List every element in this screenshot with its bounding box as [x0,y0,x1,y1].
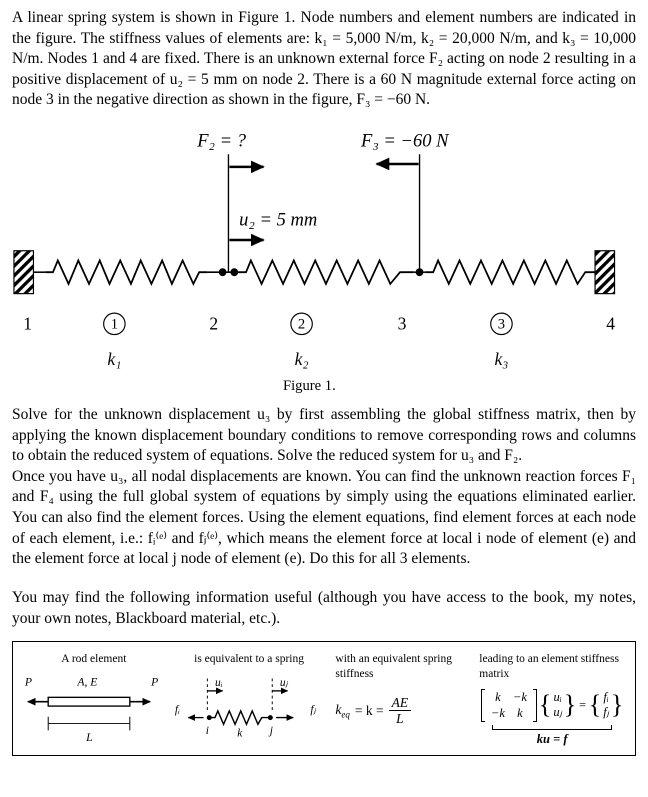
matrix-cell-12: −k [512,689,527,704]
fraction-numerator: AE [389,695,412,712]
stiffness-formula [335,695,467,727]
node-i-dot [207,715,212,720]
left-fixed-support [14,251,34,294]
rod-p-left-label: P [24,675,33,689]
node-j-label: j [269,724,273,737]
fi-label: fᵢ [174,703,180,716]
rod-p-right-label: P [151,675,159,689]
node-2-dot [219,268,227,276]
figure-1-container [12,121,636,399]
stiffness-matrix-title: leading to an element stiffness matrix [479,653,619,680]
node-3-dot [416,268,424,276]
uj-label: uⱼ [279,676,288,689]
f-vector-fj: fⱼ [603,705,609,720]
k3-label: k₃ [494,348,509,369]
element-matrix-equation [479,689,625,722]
keq-subscript: eq [341,709,350,720]
underbrace [492,725,612,730]
k2-label: k₂ [294,348,309,369]
figure-caption: Figure 1. [282,378,336,395]
node-1-label: 1 [23,313,32,334]
fraction-denominator: L [396,711,404,727]
node-j-dot [268,715,273,720]
fj-label: fⱼ [310,703,316,716]
f-vector-fi: fᵢ [603,690,609,705]
f-vector-right-brace: } [610,690,624,720]
spring-coil [211,710,268,723]
u-vector-left-brace: { [538,690,552,720]
node-2-label: 2 [209,313,219,334]
keq-symbol: k [335,702,342,718]
rod-element-title: A rod element [61,653,127,666]
matrix-left-bracket [481,689,485,722]
equivalent-spring-diagram [173,672,326,746]
reference-box [12,641,636,756]
node-3-label: 3 [397,313,407,334]
element-1-number: 1 [110,316,119,333]
equivalent-spring-title: is equivalent to a spring [194,653,304,666]
element-2-number: 2 [297,316,306,333]
spring-element-3 [425,261,595,284]
f3-force-label: F₃ = −60 N [361,130,449,152]
equivalent-stiffness-column [331,652,471,727]
rod-element-column [21,652,167,745]
spring-element-1 [45,261,207,284]
rod-bar [48,697,130,706]
stiffness-matrix [487,689,531,722]
node-4-label: 4 [606,313,616,334]
u-vector-right-brace: } [563,690,577,720]
displacement-vector [553,690,561,720]
equivalent-stiffness-title: with an equivalent spring stiffness [335,653,452,680]
matrix-right-bracket [533,689,537,722]
matrix-equals-sign: = [578,697,587,712]
u2-displacement-label: u₂ = 5 mm [239,209,318,231]
stiffness-equals: = k = [354,702,384,718]
matrix-cell-22: k [517,705,523,720]
kuf-summary: ku = f [536,731,568,746]
node-2-dot-b [230,268,238,276]
f-vector-left-brace: { [588,690,602,720]
k1-label: k₁ [107,348,122,369]
force-vector [603,690,609,720]
stiffness-fraction [389,695,412,727]
node-i-label: i [205,724,209,737]
matrix-cell-11: k [495,689,501,704]
rod-length-label: L [86,730,93,744]
spring-k-label: k [236,727,243,740]
ui-label: uᵢ [214,676,223,689]
spring-element-2 [238,261,414,284]
equivalent-spring-column [173,652,326,745]
intro-paragraph: A linear spring system is shown in Figure 1. Node numbers and element numbers are indicated in the figure. The stiffness values of elements are: k₁ = 5,000 N/m, k₂ = 20,000 N/m, and k₃ = 10,000 N/m. Nodes 1 and 4 are fixed. There is an unknown external force F₂ acting on node 2 resulting in a positive displacement of u₂ = 5 mm on node 2. There is a 60 N magnitude external force acting on node 3 in the negative direction as shown in the figure, F₃ = −60 N. [12,9,636,109]
solve-paragraph-2: Once you have u₃, all nodal displacements are known. You can find the unknown reaction forces F₁ and F₄ using the full global system of equations by simply using the equations eliminated earlier. You can also find the element forces. Using the element equations, find element forces at each node of each element, i.e.: fᵢ⁽ᵉ⁾ and fⱼ⁽ᵉ⁾, which means the element force at local i node of element (e) and the element force at local j node of element (e). Do this for all 3 elements. [12,467,636,568]
element-3-number: 3 [497,316,506,333]
rod-element-diagram [21,672,167,746]
u-vector-uj: uⱼ [553,705,562,720]
figure-1-diagram [12,121,636,399]
rod-section-label: A, E [77,675,98,689]
note-paragraph: You may find the following information useful (although you have access to the book, my notes, your own notes, Blackboard material, etc.). [12,588,636,627]
stiffness-matrix-column [477,652,627,747]
u-vector-ui: uᵢ [553,690,562,705]
f2-force-label: F₂ = ? [197,130,247,152]
solve-paragraph-1: Solve for the unknown displacement u₃ by first assembling the global stiffness matrix, then by applying the known displacement boundary conditions to remove corresponding rows and columns to obtain the reduced system of equations. Solve the reduced system for u₃ and F₂. [12,406,636,465]
matrix-cell-21: −k [490,705,505,720]
